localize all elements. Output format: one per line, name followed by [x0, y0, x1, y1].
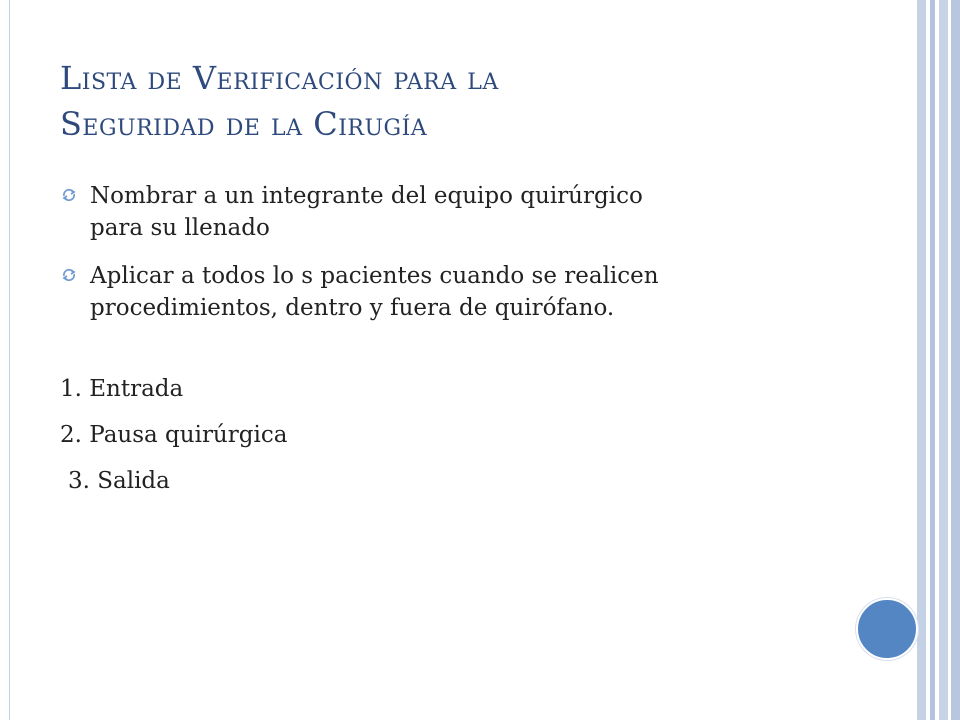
bullet-text-line-2: para su llenado [90, 215, 270, 241]
bullet-text-line-1: Aplicar a todos lo s pacientes cuando se realicen [90, 263, 659, 289]
recycle-arrow-bullet-icon [61, 267, 77, 283]
bullet-text-line-2: procedimientos, dentro y fuera de quirófano. [90, 295, 615, 321]
bullet-item [60, 260, 840, 324]
numbered-item-pausa: 2. Pausa quirúrgica [60, 422, 288, 448]
recycle-arrow-bullet-icon [61, 187, 77, 203]
title-line-2: Seguridad de la Cirugía [60, 105, 428, 143]
bullet-list [60, 180, 840, 324]
side-stripe-3 [939, 0, 948, 720]
title-line-1: Lista de Verificación para la [60, 59, 499, 97]
bullet-item [60, 180, 840, 244]
slide-title [60, 55, 880, 147]
numbered-list [60, 366, 840, 504]
slide-content [60, 180, 840, 504]
side-stripe-1 [918, 0, 926, 720]
side-stripes [918, 0, 960, 720]
blue-circle-decoration [856, 598, 918, 660]
side-stripe-4 [951, 0, 960, 720]
numbered-item-salida: 3. Salida [68, 468, 170, 494]
side-stripe-2 [930, 0, 935, 720]
numbered-item-entrada: 1. Entrada [60, 376, 184, 402]
bullet-text-line-1: Nombrar a un integrante del equipo quirúrgico [90, 183, 643, 209]
